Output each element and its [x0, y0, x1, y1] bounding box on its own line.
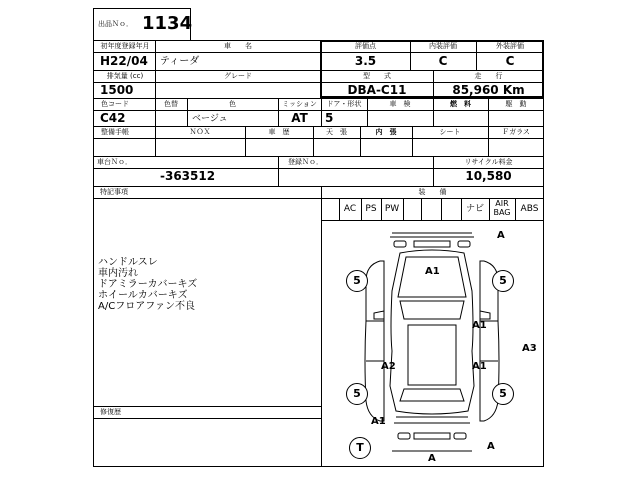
roof-lining-label: 天 張 — [326, 128, 347, 136]
mileage-label: 走 行 — [474, 72, 503, 80]
damage-mark-right-rear-door: A1 — [472, 361, 487, 372]
front-glass-label: Ｆガラス — [502, 128, 530, 136]
tire-mark-front-left: 5 — [346, 270, 368, 292]
door-label: ドア・形状 — [326, 100, 362, 108]
lot-number-value: 1134 — [142, 13, 193, 34]
score-label: 評価点 — [355, 42, 376, 50]
damage-mark-rear-right: A — [487, 441, 495, 452]
mileage-value: 85,960 Km — [452, 83, 525, 97]
exterior-score-value: C — [505, 54, 515, 68]
damage-mark-hood: A1 — [425, 266, 440, 277]
door-value: 5 — [325, 111, 334, 125]
equipment-pw: PW — [384, 204, 400, 214]
equipment-airbag: AIR BAG — [493, 199, 511, 217]
note-line: ハンドルスレ — [98, 257, 158, 268]
tire-mark-front-right: 5 — [492, 270, 514, 292]
color-change-label: 色替 — [164, 100, 178, 108]
maintenance-record-label: 整備手帳 — [101, 128, 129, 136]
recycle-fee-label: リサイクル料金 — [464, 158, 513, 166]
color-value: ベージュ — [192, 114, 228, 124]
registration-number-label: 登録Ｎｏ． — [288, 158, 323, 166]
note-line: ドアミラーカバーキズ — [98, 279, 198, 290]
inspection-label: 車 検 — [389, 100, 411, 108]
chassis-number-label: 車台Ｎｏ． — [97, 158, 132, 166]
damage-mark-front-bumper: A — [497, 230, 505, 241]
displacement-value: 1500 — [100, 83, 134, 97]
fuel-label: 燃 料 — [450, 100, 471, 108]
equipment-row — [321, 198, 544, 220]
special-notes-label: 特記事項 — [100, 188, 128, 196]
damage-mark-left-rear-door: A2 — [381, 361, 396, 372]
spare-tire-mark: T — [349, 437, 371, 459]
interior-score-value: C — [438, 54, 448, 68]
displacement-label: 排気量 (cc) — [106, 72, 144, 80]
note-line: 車内汚れ — [98, 268, 138, 279]
drive-label: 駆 動 — [505, 100, 527, 108]
color-label: 色 — [229, 100, 236, 108]
model-value: DBA-C11 — [347, 83, 407, 97]
damage-mark-right-side: A3 — [522, 343, 537, 354]
lot-number-label: 出品Ｎｏ． — [98, 20, 133, 28]
equipment-navi: ナビ — [465, 204, 484, 214]
transmission-label: ミッション — [282, 100, 317, 108]
car-diagram — [322, 221, 543, 466]
interior-score-label: 内装評価 — [429, 42, 457, 50]
color-code-label: 色コード — [101, 100, 129, 108]
score-value: 3.5 — [354, 54, 377, 68]
transmission-value: AT — [291, 111, 308, 125]
chassis-number-value: -363512 — [160, 169, 216, 183]
nox-label: ＮＯＸ — [189, 128, 211, 136]
history-label: 車 歴 — [268, 128, 290, 136]
damage-mark-rear-left: A1 — [371, 416, 386, 427]
recycle-fee-value: 10,580 — [465, 169, 512, 183]
note-line: ホイールカバーキズ — [98, 290, 188, 301]
damage-mark-rear-bumper: A — [428, 453, 436, 464]
equipment-abs: ABS — [520, 204, 539, 214]
exterior-score-label: 外装評価 — [496, 42, 524, 50]
tire-mark-rear-left: 5 — [346, 383, 368, 405]
tire-mark-rear-right: 5 — [492, 383, 514, 405]
model-label: 型 式 — [363, 72, 391, 80]
color-code-value: C42 — [100, 111, 126, 125]
equipment-ac: AC — [343, 204, 357, 214]
car-name-label: 車 名 — [224, 42, 252, 50]
registration-value: H22/04 — [100, 54, 148, 68]
car-name-value: ティーダ — [160, 56, 200, 67]
interior-lining-label: 内 張 — [375, 128, 397, 136]
lot-number-box — [93, 8, 191, 40]
grade-label: グレード — [224, 72, 252, 80]
seat-label: シート — [439, 128, 461, 136]
repair-history-label: 修復歴 — [100, 408, 121, 416]
equipment-ps: PS — [365, 204, 377, 214]
equipment-label: 装 備 — [418, 188, 447, 196]
registration-label: 初年度登録年月 — [100, 42, 150, 50]
note-line: A/Cフロアファン不良 — [98, 301, 195, 312]
damage-mark-right-front-door: A1 — [472, 320, 487, 331]
